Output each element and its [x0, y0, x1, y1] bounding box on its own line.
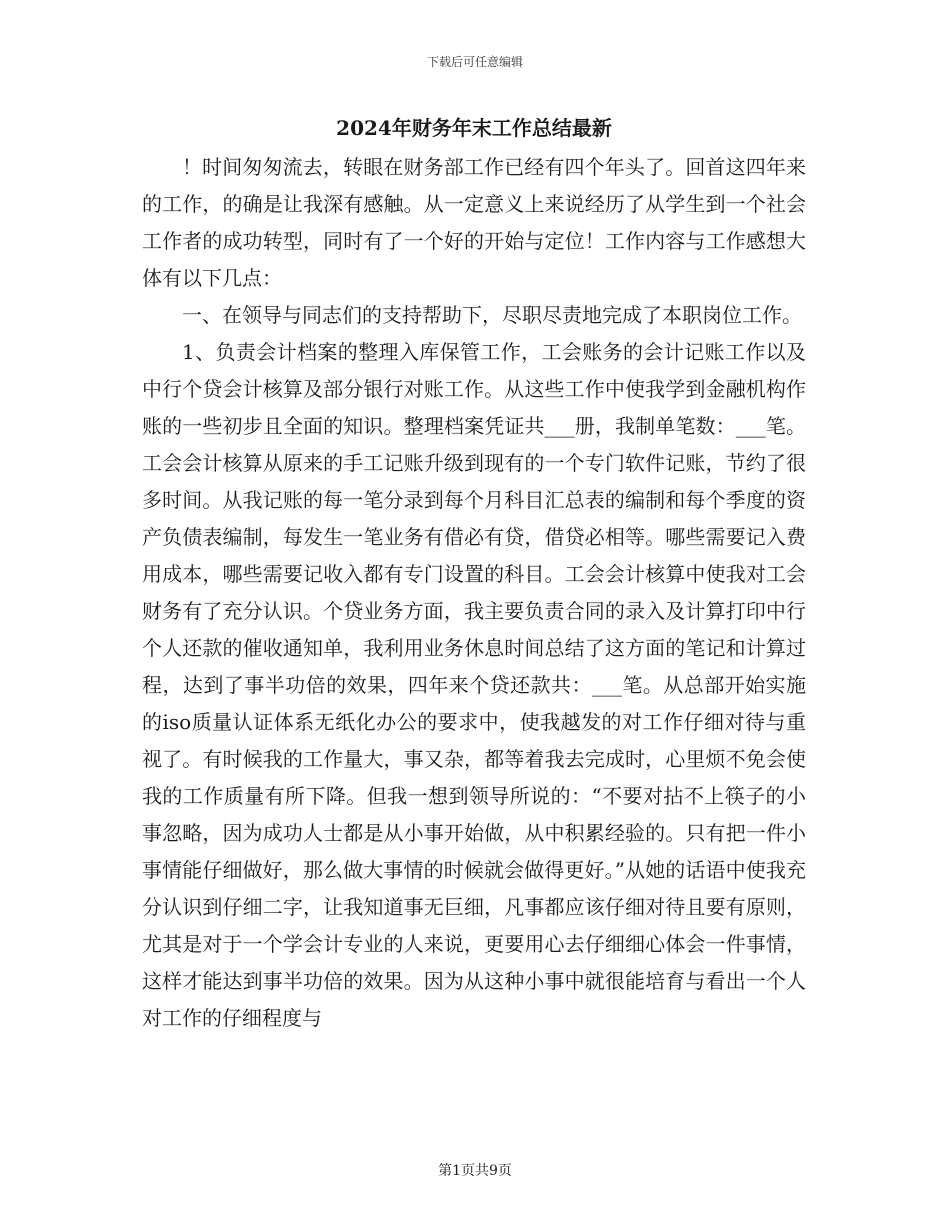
page-header-note: 下载后可任意编辑 — [426, 55, 523, 69]
paragraph-section-one: 一、在领导与同志们的支持帮助下，尽职尽责地完成了本职岗位工作。 — [182, 303, 802, 327]
paragraph-item-one: 1、负责会计档案的整理入库保管工作，工会账务的会计记账工作以及中行个贷会计核算及部分银行对账工作。从这些工作中使我学到金融机构作账的一些初步且全面的知识。整理档案凭证共___册，我制单笔数：___笔。工会会计核算从原来的手工记账升级到现有的一个专门软件记账，节约了很多时间。从我记账的每一笔分录到每个月科目汇总表的编制和每个季度的资产负债表编制，每发生一笔业务有借必有贷，借贷必相等。哪些需要记入费用成本，哪些需要记收入都有专门设置的科目。工会会计核算中使我对工会财务有了充分认识。个贷业务方面，我主要负责合同的录入及计算打印中行个人还款的催收通知单，我利用业务休息时间总结了这方面的笔记和计算过程，达到了事半功倍的效果，四年来个贷还款共：___笔。从总部开始实施的iso质量认证体系无纸化办公的要求中，使我越发的对工作仔细对待与重视了。有时候我的工作量大，事又杂，都等着我去完成时，心里烦不免会使我的工作质量有所下降。但我一想到领导所说的：“不要对拈不上筷子的小事忽略，因为成功人士都是从小事开始做，从中积累经验的。只有把一件小事情能仔细做好，那么做大事情的时候就会做得更好。”从她的话语中使我充分认识到仔细二字，让我知道事无巨细，凡事都应该仔细对待且要有原则，尤其是对于一个学会计专业的人来说，更要用心去仔细细心体会一件事情，这样才能达到事半功倍的效果。因为从这种小事中就很能培育与看出一个人对工作的仔细程度与 — [142, 340, 806, 1030]
document-body — [142, 112, 806, 1037]
page-number-footer: 第1页共9页 — [438, 1163, 512, 1179]
document-title: 2024年财务年末工作总结最新 — [336, 116, 612, 140]
paragraph-intro: ！时间匆匆流去，转眼在财务部工作已经有四个年头了。回首这四年来的工作，的确是让我深有感触。从一定意义上来说经历了从学生到一个社会工作者的成功转型，同时有了一个好的开始与定位！工作内容与工作感想大体有以下几点： — [142, 155, 806, 290]
